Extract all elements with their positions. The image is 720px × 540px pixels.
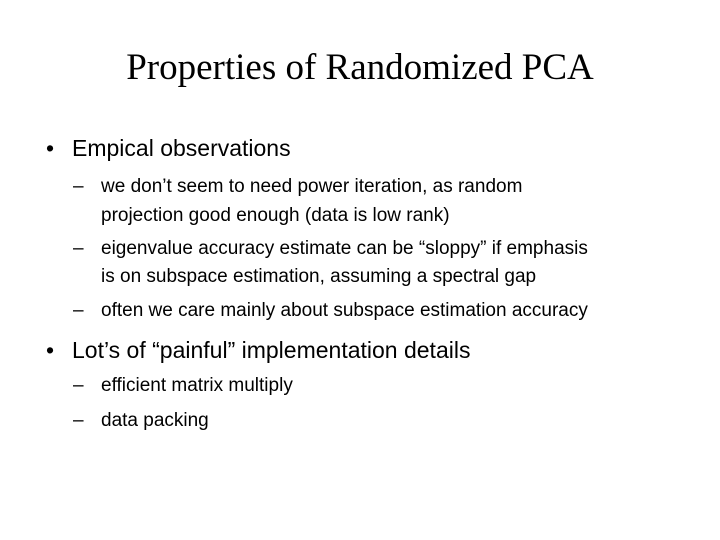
- bullet-text: Empical observations: [72, 135, 291, 161]
- bullet-item-empirical-observations: [46, 133, 291, 163]
- sub-item-matrix-multiply: [73, 371, 293, 401]
- sub-item-line: efficient matrix multiply: [101, 375, 293, 396]
- bullet-marker: •: [46, 135, 55, 161]
- sub-item-line: we don’t seem to need power iteration, as random: [101, 176, 523, 197]
- sub-item-marker: –: [73, 300, 84, 321]
- sub-item-line: data packing: [101, 410, 209, 431]
- sub-item-power-iteration-continued: [101, 201, 450, 231]
- sub-item-marker: –: [73, 176, 84, 197]
- bullet-item-implementation-details: [46, 335, 471, 365]
- sub-item-eigenvalue-accuracy-continued: [101, 262, 536, 292]
- sub-item-power-iteration: [73, 172, 523, 202]
- sub-item-line: is on subspace estimation, assuming a spectral gap: [101, 266, 537, 287]
- sub-item-eigenvalue-accuracy: [73, 234, 588, 264]
- sub-item-subspace-accuracy: [73, 296, 588, 326]
- sub-item-line: eigenvalue accuracy estimate can be “sloppy” if emphasis: [101, 238, 588, 259]
- sub-item-marker: –: [73, 375, 84, 396]
- sub-item-marker: –: [73, 238, 84, 259]
- sub-item-data-packing: [73, 406, 209, 436]
- sub-item-marker: –: [73, 410, 84, 431]
- bullet-text: Lot’s of “painful” implementation details: [72, 337, 471, 363]
- sub-item-line: projection good enough (data is low rank): [101, 205, 450, 226]
- sub-item-line: often we care mainly about subspace estimation accuracy: [101, 300, 588, 321]
- bullet-marker: •: [46, 337, 55, 363]
- slide-title: Properties of Randomized PCA: [126, 47, 594, 88]
